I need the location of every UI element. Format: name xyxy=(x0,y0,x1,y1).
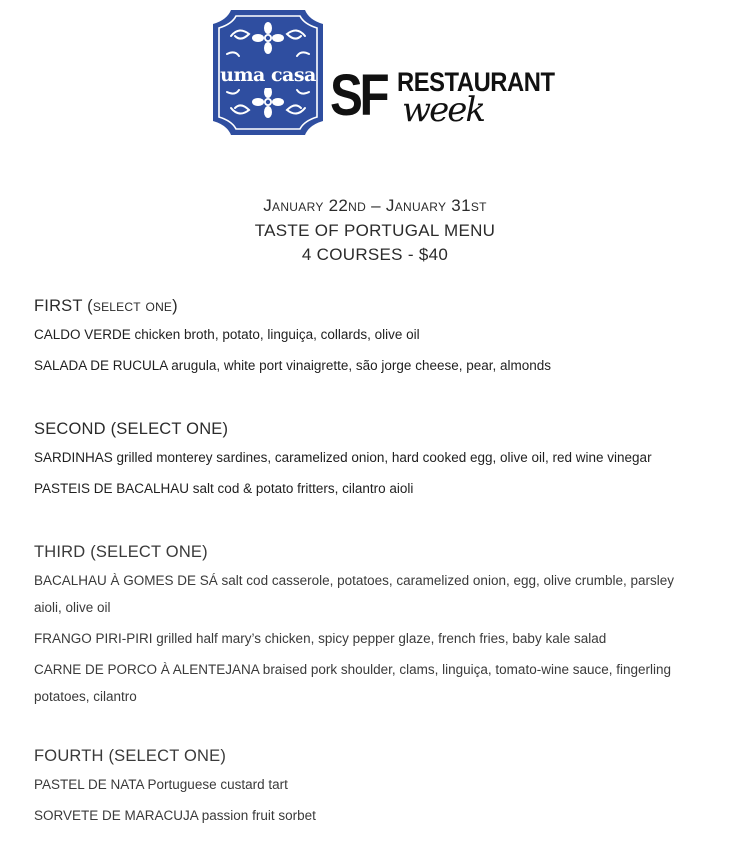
price-line: 4 COURSES - $40 xyxy=(301,245,449,264)
course-fourth xyxy=(34,745,734,829)
sf-mark: SF xyxy=(330,63,387,128)
menu-item: SALADA DE RUCULA arugula, white port vinaigrette, são jorge cheese, pear, almonds xyxy=(34,358,552,373)
menu-item: FRANGO PIRI-PIRI grilled half mary’s chicken, spicy pepper glaze, french fries, baby kale salad xyxy=(34,631,607,646)
course-first xyxy=(34,295,734,379)
menu-item: CARNE DE PORCO À ALENTEJANA braised pork shoulder, clams, linguiça, tomato-wine sauce, fingerling xyxy=(34,662,672,677)
date-range: January 22nd – January 31st xyxy=(263,196,487,215)
menu-item: BACALHAU À GOMES DE SÁ salt cod casserole, potatoes, caramelized onion, egg, olive crumble, parsley xyxy=(34,573,675,588)
course-third xyxy=(34,541,734,710)
brand-wordmark: uma casa xyxy=(220,64,316,86)
uma-casa-logo xyxy=(209,6,327,139)
menu-item: PASTEIS DE BACALHAU salt cod & potato fritters, cilantro aioli xyxy=(34,481,414,496)
menu-item-continued: aioli, olive oil xyxy=(34,600,111,615)
course-title: FIRST (select one) xyxy=(34,297,178,315)
course-title: SECOND (SELECT ONE) xyxy=(34,420,229,438)
course-title: FOURTH (SELECT ONE) xyxy=(34,747,227,765)
course-second xyxy=(34,418,734,502)
course-title: THIRD (SELECT ONE) xyxy=(34,543,208,561)
menu-item: PASTEL DE NATA Portuguese custard tart xyxy=(34,777,288,792)
menu-item-continued: potatoes, cilantro xyxy=(34,689,137,704)
sf-restaurant-week-logo xyxy=(330,64,560,136)
menu-item: SARDINHAS grilled monterey sardines, caramelized onion, hard cooked egg, olive oil, red wine vinegar xyxy=(34,450,652,465)
menu-header xyxy=(0,194,750,268)
menu-item: CALDO VERDE chicken broth, potato, linguiça, collards, olive oil xyxy=(34,327,420,342)
menu-item: SORVETE DE MARACUJA passion fruit sorbet xyxy=(34,808,316,823)
week-script: week xyxy=(402,90,484,130)
restaurant-mark: RESTAURANT xyxy=(397,67,555,97)
menu-title: TASTE OF PORTUGAL MENU xyxy=(254,220,496,240)
